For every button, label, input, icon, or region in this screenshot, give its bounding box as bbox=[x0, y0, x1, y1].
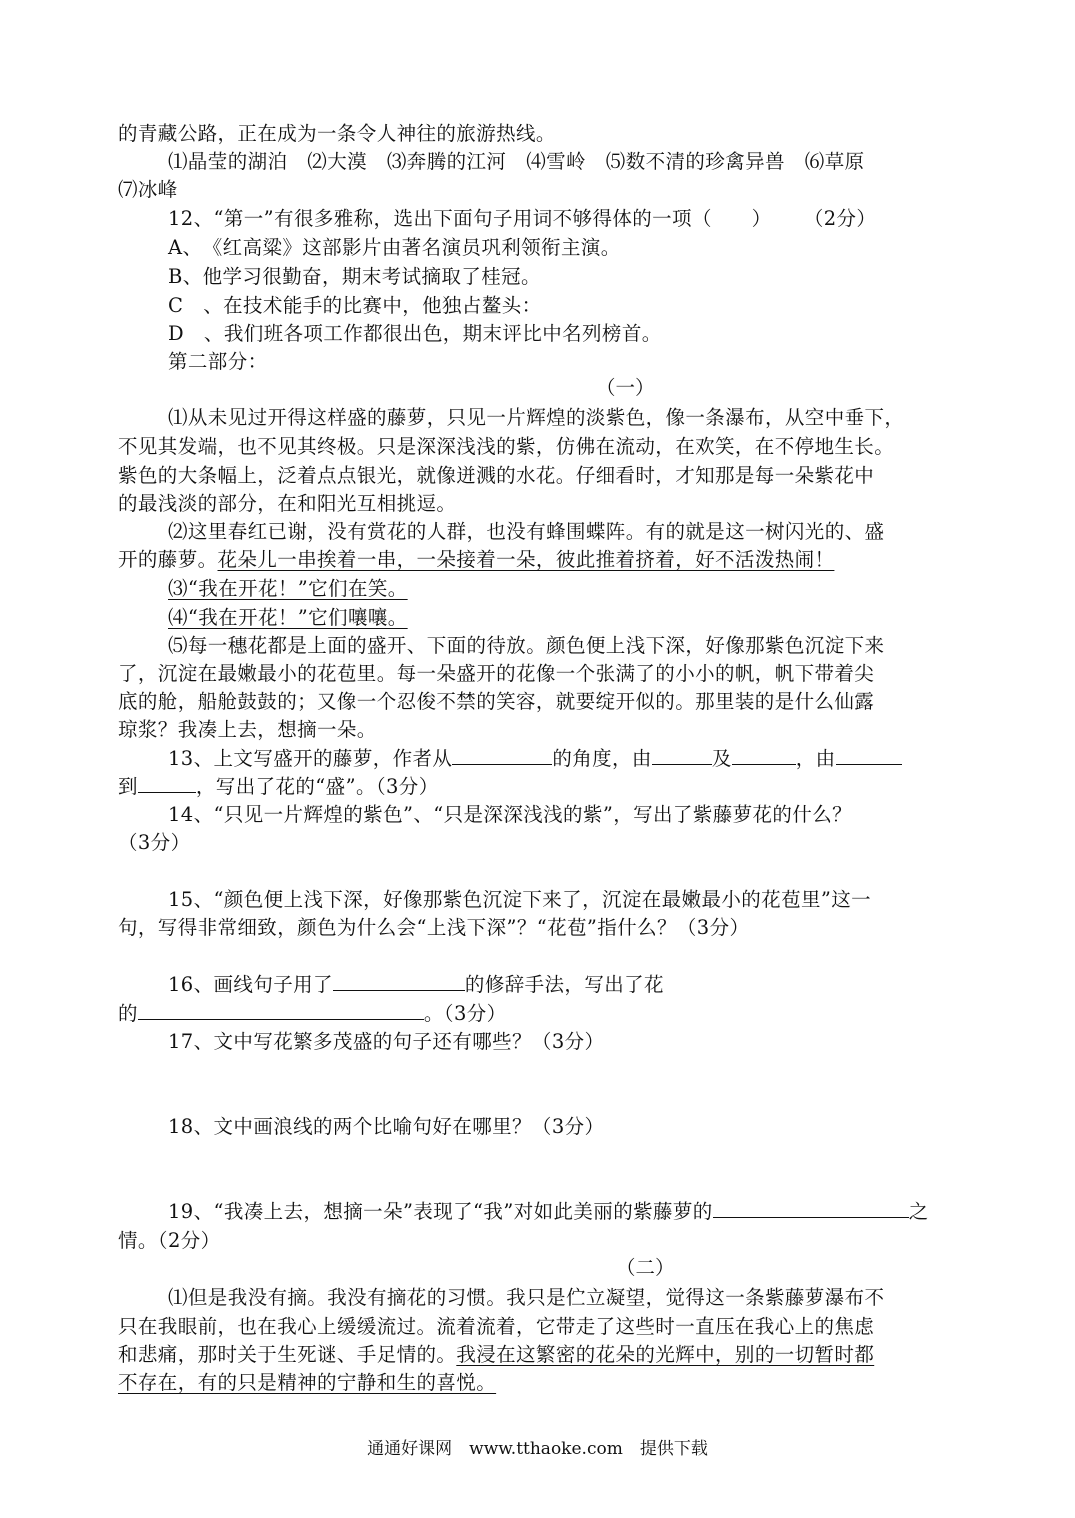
q16-line-2 bbox=[118, 1000, 507, 1028]
q13-blank-1[interactable] bbox=[452, 746, 552, 765]
section-1-title: （一） bbox=[596, 376, 655, 399]
p5-line-3: 底的舱，船舱鼓鼓的；又像一个忍俊不禁的笑容，就要绽开似的。那里装的是什么仙露 bbox=[118, 690, 875, 713]
p1-line-2: 不见其发端，也不见其终极。只是深深浅浅的紫，仿佛在流动，在欢笑，在不停地生长。 bbox=[118, 435, 895, 458]
q19-blank[interactable] bbox=[713, 1199, 909, 1218]
s2-line-3-prefix: 和悲痛，那时关于生死谜、手足情的。 bbox=[118, 1343, 457, 1366]
q12-option-b: B、他学习很勤奋，期末考试摘取了桂冠。 bbox=[168, 265, 541, 288]
q19-text-2: 之 bbox=[908, 1200, 929, 1223]
q12-stem bbox=[168, 205, 876, 233]
q19-line-1 bbox=[168, 1198, 929, 1226]
q13-text-3: 及 bbox=[711, 747, 732, 770]
q16-text-2: 的修辞手法，写出了花 bbox=[464, 973, 664, 996]
q12-score: （2分） bbox=[813, 207, 877, 230]
q12-option-a: A、 《红高粱》这部影片由著名演员巩利领衔主演。 bbox=[168, 236, 621, 259]
q18-line: 18、文中画浪线的两个比喻句好在哪里？（3分） bbox=[168, 1115, 605, 1138]
q13-blank-4[interactable] bbox=[836, 746, 902, 765]
p2-line-1: ⑵这里春红已谢，没有赏花的人群，也没有蜂围蝶阵。有的就是这一树闪光的、盛 bbox=[168, 520, 885, 543]
p1-line-3: 紫色的大条幅上，泛着点点银光，就像迸溅的水花。仔细看时，才知那是每一朵紫花中 bbox=[118, 464, 875, 487]
q17-line: 17、文中写花繁多茂盛的句子还有哪些？（3分） bbox=[168, 1030, 605, 1053]
q12-option-d: D 、我们班各项工作都很出色，期末评比中名列榜首。 bbox=[168, 322, 662, 345]
q15-line-1: 15、“颜色便上浅下深，好像那紫色沉淀下来了，沉淀在最嫩最小的花苞里”这一 bbox=[168, 888, 872, 911]
p2-line-2 bbox=[118, 546, 834, 574]
s2-line-2: 只在我眼前，也在我心上缓缓流过。流着流着，它带走了这些时一直压在我心上的焦虑 bbox=[118, 1315, 875, 1338]
q13-blank-5[interactable] bbox=[138, 774, 196, 793]
q16-text-4: 。（3分） bbox=[423, 1002, 507, 1025]
q16-line-1 bbox=[168, 971, 664, 999]
p1-line-1: ⑴从未见过开得这样盛的藤萝，只见一片辉煌的淡紫色，像一条瀑布，从空中垂下， bbox=[168, 406, 905, 429]
q13-text-1: 13、上文写盛开的藤萝，作者从 bbox=[168, 747, 453, 770]
options-line-1: ⑴晶莹的湖泊 ⑵大漠 ⑶奔腾的江河 ⑷雪岭 ⑸数不清的珍禽异兽 ⑹草原 bbox=[168, 150, 865, 173]
p5-line-2: 了，沉淀在最嫩最小的花苞里。每一朵盛开的花像一个张满了的小小的帆，帆下带着尖 bbox=[118, 662, 875, 685]
page-footer: 通通好课网 www.tthaoke.com 提供下载 bbox=[367, 1439, 708, 1459]
q13-line-2 bbox=[118, 773, 439, 801]
q13-text-2: 的角度，由 bbox=[552, 747, 652, 770]
q19-text-1: 19、“我凑上去，想摘一朵”表现了“我”对如此美丽的紫藤萝的 bbox=[168, 1200, 713, 1223]
q13-text-4: ，由 bbox=[795, 747, 836, 770]
q19-line-2: 情。（2分） bbox=[118, 1229, 221, 1252]
p5-line-1: ⑸每一穗花都是上面的盛开、下面的待放。颜色便上浅下深，好像那紫色沉淀下来 bbox=[168, 634, 885, 657]
q14-line-2: （3分） bbox=[118, 831, 191, 854]
q13-text-5: 到 bbox=[118, 775, 138, 798]
q13-text-6: ，写出了花的“盛”。（3分） bbox=[195, 775, 439, 798]
intro-tail: 的青藏公路，正在成为一条令人神往的旅游热线。 bbox=[118, 122, 556, 145]
q13-blank-3[interactable] bbox=[732, 746, 796, 765]
s2-underlined-part-2: 不存在，有的只是精神的宁静和生的喜悦。 bbox=[118, 1371, 497, 1394]
q15-line-2: 句，写得非常细致，颜色为什么会“上浅下深”？“花苞”指什么？（3分） bbox=[118, 916, 750, 939]
options-line-2: ⑺冰峰 bbox=[118, 178, 178, 201]
q13-line-1 bbox=[168, 745, 902, 773]
q16-blank-1[interactable] bbox=[333, 972, 465, 991]
s2-line-1: ⑴但是我没有摘。我没有摘花的习惯。我只是伫立凝望，觉得这一条紫藤萝瀑布不 bbox=[168, 1286, 885, 1309]
q16-text-3: 的 bbox=[118, 1002, 138, 1025]
p3-line: ⑶“我在开花！”它们在笑。 bbox=[168, 577, 408, 600]
q12-stem-text: 12、“第一”有很多雅称，选出下面句子用词不够得体的一项（ ） bbox=[168, 207, 772, 230]
q14-line-1: 14、“只见一片辉煌的紫色”、“只是深深浅浅的紫”，写出了紫藤萝花的什么？ bbox=[168, 803, 852, 826]
p1-line-4: 的最浅淡的部分，在和阳光互相挑逗。 bbox=[118, 492, 457, 515]
q16-blank-2[interactable] bbox=[138, 1001, 424, 1020]
part-two-heading: 第二部分： bbox=[168, 350, 268, 373]
p5-line-4: 琼浆？我凑上去，想摘一朵。 bbox=[118, 718, 377, 741]
p4-line: ⑷“我在开花！”它们嚷嚷。 bbox=[168, 606, 408, 629]
s2-line-3 bbox=[118, 1341, 874, 1369]
q12-option-c: C 、在技术能手的比赛中，他独占鳌头： bbox=[168, 294, 542, 317]
p2-line-2-prefix: 开的藤萝。 bbox=[118, 548, 218, 571]
s2-underlined-part-1: 我浸在这繁密的花朵的光辉中，别的一切暂时都 bbox=[456, 1343, 875, 1366]
section-2-title: （二） bbox=[616, 1256, 675, 1279]
q16-text-1: 16、画线句子用了 bbox=[168, 973, 333, 996]
underlined-sentence: 花朵儿一串挨着一串，一朵接着一朵，彼此推着挤着，好不活泼热闹！ bbox=[217, 548, 835, 571]
q13-blank-2[interactable] bbox=[652, 746, 712, 765]
